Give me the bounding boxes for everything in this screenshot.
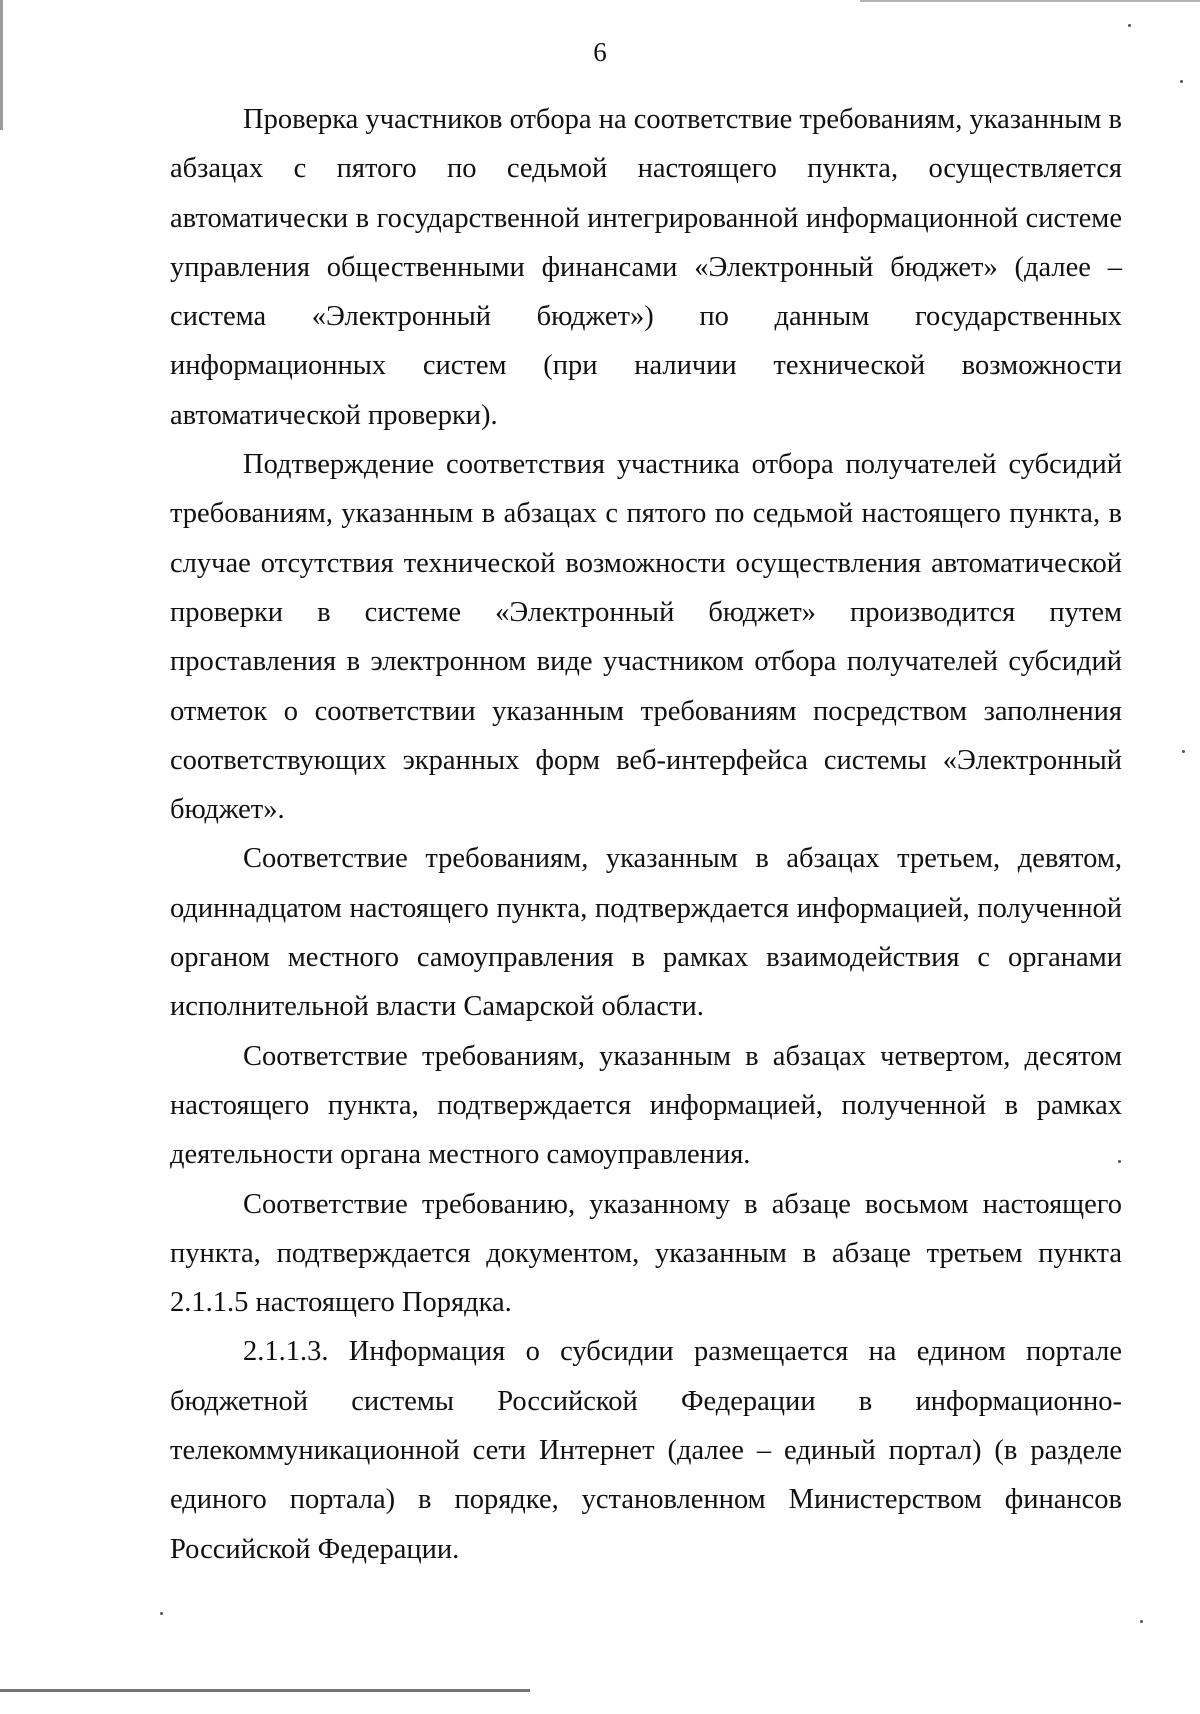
scan-edge-bottom xyxy=(0,1689,530,1692)
scan-speck xyxy=(1180,80,1183,83)
paragraph-requirements-fourth-tenth: Соответствие требованиям, указанным в абзацах четвертом, десятом настоящего пункта, подтверждается информацией, полученной в рамках деятельности органа местного самоуправления. xyxy=(170,1040,1122,1171)
paragraph-confirmation-compliance: Подтверждение соответствия участника отбора получателей субсидий требованиям, указанным в абзацах с пятого по седьмой настоящего пункта, в случае отсутствия технической возможности осуществления автоматической проверки в системе «Электронный бюджет» производится путем проставления в электронном виде участником отбора получателей субсидий отметок о соответствии указанным требованиям посредством заполнения соответствующих экранных форм веб-интерфейса системы «Электронный бюджет». xyxy=(170,449,1122,826)
scan-speck xyxy=(160,1612,163,1615)
scan-speck xyxy=(1140,1620,1143,1623)
paragraph-requirements-third-ninth: Соответствие требованиям, указанным в абзацах третьем, девятом, одиннадцатом настоящего пункта, подтверждается информацией, полученной органом местного самоуправления в рамках взаимодействия с органами исполнительной власти Самарской области. xyxy=(170,843,1122,1023)
scan-edge-top xyxy=(860,0,1200,2)
page-number: 6 xyxy=(593,37,607,67)
paragraph-subsidy-information: 2.1.1.3. Информация о субсидии размещается на едином портале бюджетной системы Российской Федерации в информационно-телекоммуникационной сети Интернет (далее – единый портал) (в разделе единого портала) в порядке, установленном Министерством финансов Российской Федерации. xyxy=(170,1336,1122,1565)
paragraph-requirement-eighth: Соответствие требованию, указанному в абзаце восьмом настоящего пункта, подтверждается документом, указанным в абзаце третьем пункта 2.1.1.5 настоящего Порядка. xyxy=(170,1188,1122,1319)
document-body xyxy=(170,95,1122,1574)
scan-speck xyxy=(1182,750,1185,753)
paragraph-check-participants: Проверка участников отбора на соответствие требованиям, указанным в абзацах с пятого по седьмой настоящего пункта, осуществляется автоматически в государственной интегрированной информационной системе управления общественными финансами «Электронный бюджет» (далее – система «Электронный бюджет») по данным государственных информационных систем (при наличии технической возможности автоматической проверки). xyxy=(170,104,1122,431)
scan-speck xyxy=(1128,24,1131,27)
